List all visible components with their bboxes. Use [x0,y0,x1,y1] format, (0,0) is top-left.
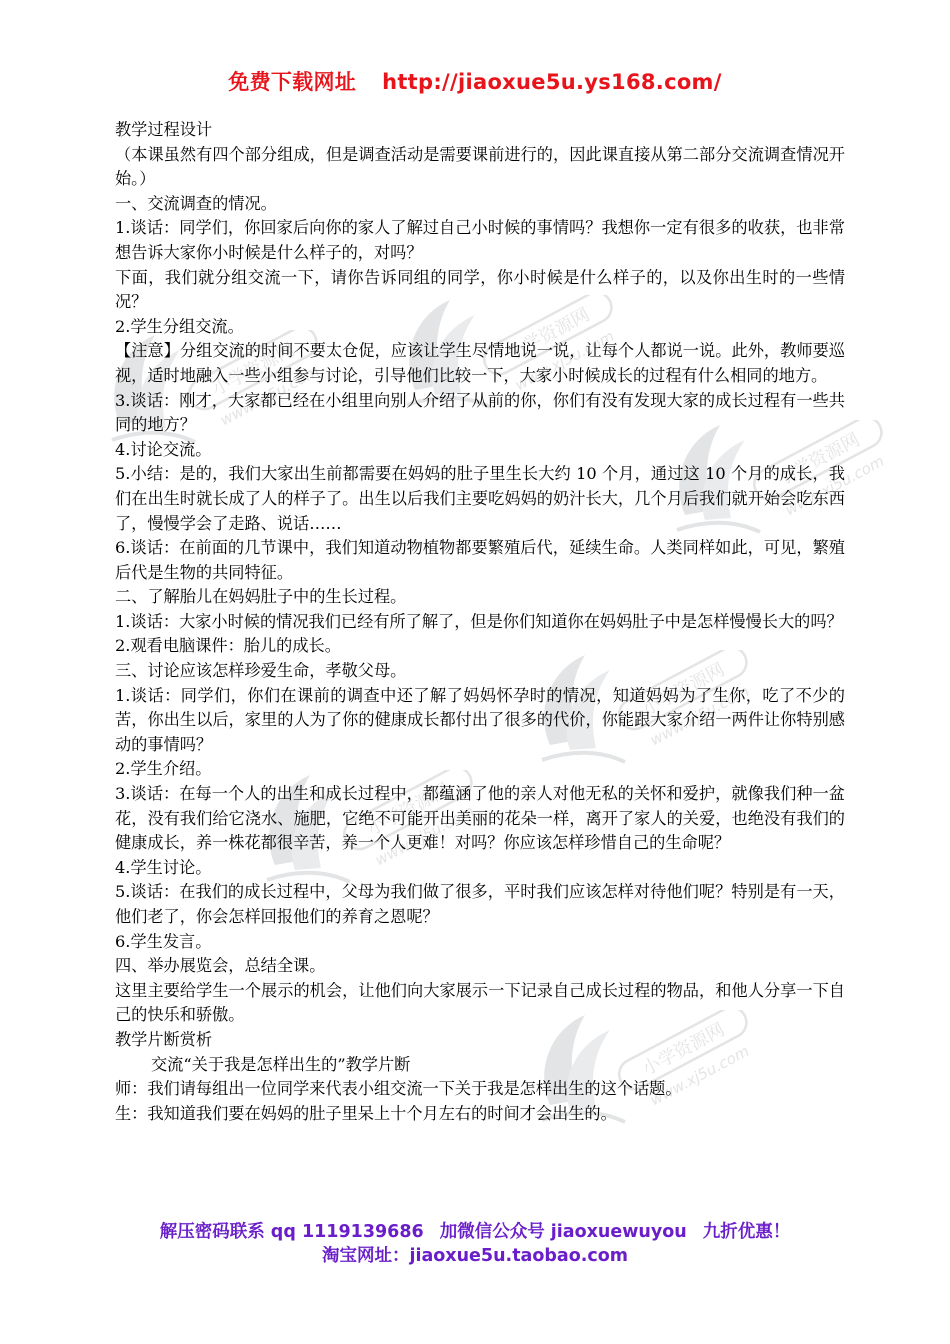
section-heading: 二、了解胎儿在妈妈肚子中的生长过程。 [115,587,407,607]
section-title: 教学片断赏析 [115,1029,213,1049]
paragraph: 2.学生介绍。 [115,759,212,779]
header-url[interactable]: http://jiaoxue5u.ys168.com/ [382,70,722,94]
paragraph: 2.观看电脑课件：胎儿的成长。 [115,636,341,656]
paragraph: 1.谈话：大家小时候的情况我们已经有所了解了，但是你们知道你在妈妈肚子中是怎样慢慢长大的吗？ [115,611,843,631]
footer-qq: 解压密码联系 qq 1119139686 [159,1222,424,1242]
paragraph: 5.小结：是的，我们大家出生前都需要在妈妈的肚子里生长大约 10 个月，通过这 10 个月的成长，我们在出生时就长成了人的样子了。出生以后我们主要吃妈妈的奶汁长大，几个月后我们就开始会吃东西了，慢慢学会了走路、说话…… [115,464,845,533]
excerpt-title: 交流“关于我是怎样出生的”教学片断 [151,1054,411,1074]
paragraph: 4.学生讨论。 [115,857,212,877]
paragraph: 2.学生分组交流。 [115,316,244,336]
header-download-link[interactable] [0,66,950,96]
footer-contact [0,1218,950,1243]
paragraph: 1.谈话：同学们，你们在课前的调查中还了解了妈妈怀孕时的情况，知道妈妈为了生你，吃了不少的苦，你出生以后，家里的人为了你的健康成长都付出了很多的代价，你能跟大家介绍一两件让你特别感动的事情吗？ [115,685,845,754]
paragraph: 3.谈话：刚才，大家都已经在小组里向别人介绍了从前的你，你们有没有发现大家的成长过程有一些共同的地方？ [115,390,845,435]
paragraph: 5.谈话：在我们的成长过程中，父母为我们做了很多，平时我们应该怎样对待他们呢？特别是有一天，他们老了，你会怎样回报他们的养育之恩呢？ [115,882,845,926]
paragraph: 这里主要给学生一个展示的机会，让他们向大家展示一下记录自己成长过程的物品，和他人分享一下自己的快乐和骄傲。 [115,980,845,1025]
section-heading: 四、举办展览会，总结全课。 [115,956,326,976]
dialogue-line: 师：我们请每组出一位同学来代表小组交流一下关于我是怎样出生的这个话题。 [115,1079,682,1099]
footer-discount: 九折优惠！ [702,1222,791,1242]
section-heading: 一、交流调查的情况。 [115,193,277,213]
document-body [115,118,845,1126]
section-heading: 三、讨论应该怎样珍爱生命，孝敬父母。 [115,661,407,681]
paragraph: 1.谈话：同学们，你回家后向你的家人了解过自己小时候的事情吗？我想你一定有很多的收获，也非常想告诉大家你小时候是什么样子的，对吗？ [115,218,845,262]
section-title: 教学过程设计 [115,120,213,139]
note-paragraph: 【注意】分组交流的时间不要太仓促，应该让学生尽情地说一说，让每个人都说一说。此外，教师要巡视，适时地融入一些小组参与讨论，引导他们比较一下，大家小时候成长的过程有什么相同的地方。 [115,341,845,385]
header-label: 免费下载网址 [228,70,357,94]
paragraph: （本课虽然有四个部分组成，但是调查活动是需要课前进行的，因此课直接从第二部分交流调查情况开始。） [115,144,845,189]
paragraph: 4.讨论交流。 [115,439,212,459]
paragraph: 6.谈话：在前面的几节课中，我们知道动物植物都要繁殖后代，延续生命。人类同样如此，可见，繁殖后代是生物的共同特征。 [115,538,845,582]
footer-taobao-link[interactable]: 淘宝网址：jiaoxue5u.taobao.com [321,1246,629,1266]
dialogue-line: 生：我知道我们要在妈妈的肚子里呆上十个月左右的时间才会出生的。 [115,1103,617,1123]
paragraph: 3.谈话：在每一个人的出生和成长过程中，都蕴涵了他的亲人对他无私的关怀和爱护，就像我们种一盆花，没有我们给它浇水、施肥，它绝不可能开出美丽的花朵一样，离开了家人的关爱，也绝没有我们的健康成长，养一株花都很辛苦，养一个人更难！对吗？你应该怎样珍惜自己的生命呢？ [115,784,845,853]
footer-wechat: 加微信公众号 jiaoxuewuyou [439,1222,687,1242]
paragraph: 6.学生发言。 [115,931,212,951]
paragraph: 下面，我们就分组交流一下，请你告诉同组的同学，你小时候是什么样子的，以及你出生时的一些情况？ [115,267,845,312]
